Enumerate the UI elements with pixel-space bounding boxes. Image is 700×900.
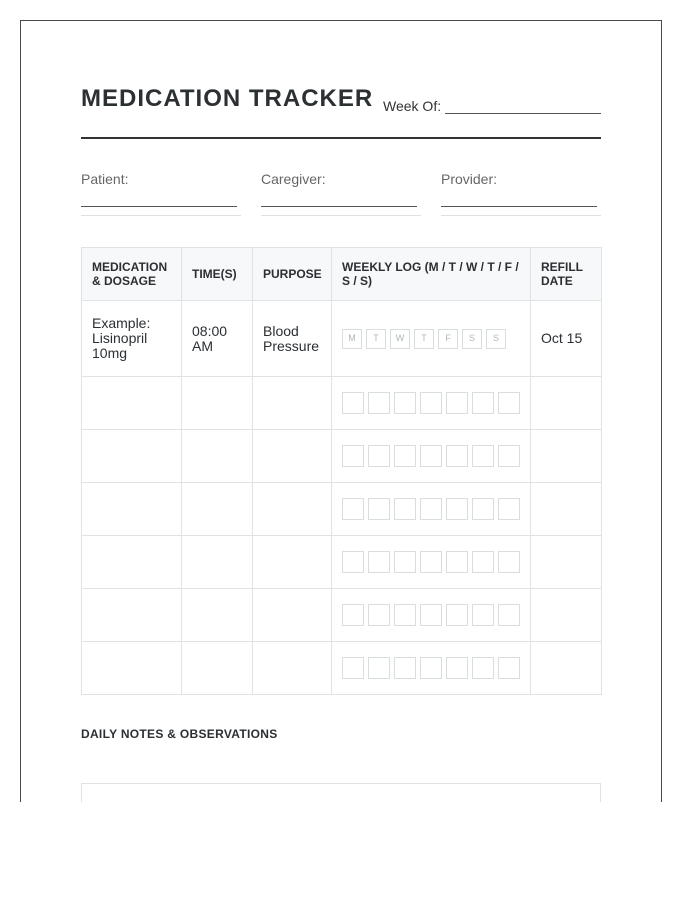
day-checkbox[interactable]: S bbox=[486, 329, 506, 349]
day-checkbox[interactable] bbox=[446, 445, 468, 467]
day-checkbox[interactable] bbox=[446, 392, 468, 414]
table-row bbox=[82, 642, 602, 695]
day-checkbox[interactable] bbox=[342, 551, 364, 573]
refill-cell[interactable] bbox=[531, 377, 602, 430]
day-checkbox[interactable] bbox=[472, 445, 494, 467]
day-checkbox[interactable] bbox=[446, 657, 468, 679]
example-purpose: Blood Pressure bbox=[253, 301, 332, 377]
provider-field[interactable] bbox=[441, 171, 601, 187]
refill-cell[interactable] bbox=[531, 536, 602, 589]
purpose-cell[interactable] bbox=[253, 536, 332, 589]
title-divider bbox=[81, 137, 601, 139]
day-checkbox[interactable] bbox=[498, 551, 520, 573]
day-checkbox[interactable] bbox=[420, 551, 442, 573]
table-row bbox=[82, 377, 602, 430]
header-refill-date: REFILL DATE bbox=[531, 248, 602, 301]
header-weekly-log: WEEKLY LOG (M / T / W / T / F / S / S) bbox=[332, 248, 531, 301]
table-row bbox=[82, 430, 602, 483]
header-times: TIME(S) bbox=[182, 248, 253, 301]
day-checkbox[interactable]: T bbox=[366, 329, 386, 349]
day-checkbox[interactable] bbox=[446, 498, 468, 520]
day-checkbox[interactable] bbox=[498, 657, 520, 679]
weekly-log-cell bbox=[332, 483, 531, 536]
day-checkbox[interactable] bbox=[420, 445, 442, 467]
day-checkbox[interactable] bbox=[420, 604, 442, 626]
purpose-cell[interactable] bbox=[253, 589, 332, 642]
table-row-example bbox=[82, 301, 602, 377]
patient-label: Patient: bbox=[81, 171, 129, 187]
caregiver-field[interactable] bbox=[261, 171, 421, 187]
day-checkbox[interactable]: S bbox=[462, 329, 482, 349]
day-checkbox[interactable] bbox=[394, 551, 416, 573]
refill-cell[interactable] bbox=[531, 430, 602, 483]
provider-line[interactable] bbox=[441, 206, 597, 207]
medication-cell[interactable] bbox=[82, 430, 182, 483]
header-purpose: PURPOSE bbox=[253, 248, 332, 301]
provider-line-secondary bbox=[441, 215, 601, 216]
medication-cell[interactable] bbox=[82, 377, 182, 430]
day-checkbox[interactable] bbox=[394, 604, 416, 626]
notes-title: DAILY NOTES & OBSERVATIONS bbox=[81, 727, 278, 741]
day-checkbox[interactable] bbox=[498, 498, 520, 520]
time-cell[interactable] bbox=[182, 377, 253, 430]
table-row bbox=[82, 536, 602, 589]
day-checkbox[interactable] bbox=[342, 498, 364, 520]
time-cell[interactable] bbox=[182, 430, 253, 483]
day-checkbox[interactable] bbox=[394, 498, 416, 520]
weekly-log-cell bbox=[332, 589, 531, 642]
caregiver-label: Caregiver: bbox=[261, 171, 326, 187]
day-checkbox[interactable]: W bbox=[390, 329, 410, 349]
header-medication: MEDICATION & DOSAGE bbox=[82, 248, 182, 301]
time-cell[interactable] bbox=[182, 642, 253, 695]
day-checkbox[interactable] bbox=[472, 657, 494, 679]
day-checkbox-group bbox=[342, 498, 520, 520]
day-checkbox[interactable] bbox=[342, 657, 364, 679]
day-checkbox-group bbox=[342, 657, 520, 679]
patient-line-secondary bbox=[81, 215, 241, 216]
day-checkbox[interactable]: M bbox=[342, 329, 362, 349]
time-cell[interactable] bbox=[182, 483, 253, 536]
example-medication: Example: Lisinopril 10mg bbox=[82, 301, 182, 377]
day-checkbox[interactable] bbox=[498, 445, 520, 467]
week-of-field[interactable] bbox=[445, 113, 601, 114]
title-row bbox=[81, 85, 601, 115]
day-checkbox[interactable] bbox=[342, 445, 364, 467]
day-checkbox[interactable] bbox=[368, 498, 390, 520]
notes-textarea[interactable] bbox=[81, 783, 601, 802]
example-weekly-log bbox=[332, 301, 531, 377]
day-checkbox[interactable] bbox=[472, 604, 494, 626]
purpose-cell[interactable] bbox=[253, 377, 332, 430]
purpose-cell[interactable] bbox=[253, 483, 332, 536]
caregiver-line-secondary bbox=[261, 215, 421, 216]
day-checkbox[interactable] bbox=[368, 392, 390, 414]
day-checkbox[interactable] bbox=[498, 392, 520, 414]
day-checkbox[interactable] bbox=[472, 392, 494, 414]
day-checkbox[interactable] bbox=[446, 551, 468, 573]
example-refill: Oct 15 bbox=[531, 301, 602, 377]
day-checkbox[interactable] bbox=[472, 498, 494, 520]
purpose-cell[interactable] bbox=[253, 430, 332, 483]
table-header-row bbox=[82, 248, 602, 301]
weekly-log-cell bbox=[332, 377, 531, 430]
day-checkbox[interactable] bbox=[394, 445, 416, 467]
day-checkbox[interactable] bbox=[394, 657, 416, 679]
example-time: 08:00 AM bbox=[182, 301, 253, 377]
day-checkbox[interactable] bbox=[394, 392, 416, 414]
table-row bbox=[82, 483, 602, 536]
time-cell[interactable] bbox=[182, 536, 253, 589]
day-checkbox[interactable] bbox=[420, 392, 442, 414]
day-checkbox[interactable]: T bbox=[414, 329, 434, 349]
day-checkbox-group bbox=[342, 445, 520, 467]
day-checkbox[interactable] bbox=[342, 604, 364, 626]
day-checkbox-group bbox=[342, 551, 520, 573]
refill-cell[interactable] bbox=[531, 589, 602, 642]
day-checkbox-group bbox=[342, 392, 520, 414]
day-checkbox[interactable] bbox=[368, 657, 390, 679]
refill-cell[interactable] bbox=[531, 642, 602, 695]
day-checkbox-group bbox=[342, 329, 520, 349]
day-checkbox[interactable] bbox=[368, 445, 390, 467]
weekly-log-cell bbox=[332, 430, 531, 483]
day-checkbox-group bbox=[342, 604, 520, 626]
patient-field[interactable] bbox=[81, 171, 241, 187]
medication-cell[interactable] bbox=[82, 589, 182, 642]
day-checkbox[interactable] bbox=[368, 604, 390, 626]
provider-label: Provider: bbox=[441, 171, 498, 187]
purpose-cell[interactable] bbox=[253, 642, 332, 695]
day-checkbox[interactable] bbox=[420, 498, 442, 520]
day-checkbox[interactable] bbox=[420, 657, 442, 679]
day-checkbox[interactable] bbox=[498, 604, 520, 626]
day-checkbox[interactable] bbox=[368, 551, 390, 573]
caregiver-line[interactable] bbox=[261, 206, 417, 207]
page-title: MEDICATION TRACKER bbox=[81, 85, 374, 112]
weekly-log-cell bbox=[332, 536, 531, 589]
day-checkbox[interactable]: F bbox=[438, 329, 458, 349]
medication-cell[interactable] bbox=[82, 642, 182, 695]
patient-line[interactable] bbox=[81, 206, 237, 207]
medication-cell[interactable] bbox=[82, 483, 182, 536]
tracker-sheet bbox=[20, 20, 662, 802]
medication-cell[interactable] bbox=[82, 536, 182, 589]
week-of-label: Week Of: bbox=[383, 98, 442, 114]
medication-table bbox=[81, 247, 602, 695]
day-checkbox[interactable] bbox=[472, 551, 494, 573]
day-checkbox[interactable] bbox=[342, 392, 364, 414]
day-checkbox[interactable] bbox=[446, 604, 468, 626]
time-cell[interactable] bbox=[182, 589, 253, 642]
weekly-log-cell bbox=[332, 642, 531, 695]
refill-cell[interactable] bbox=[531, 483, 602, 536]
table-row bbox=[82, 589, 602, 642]
